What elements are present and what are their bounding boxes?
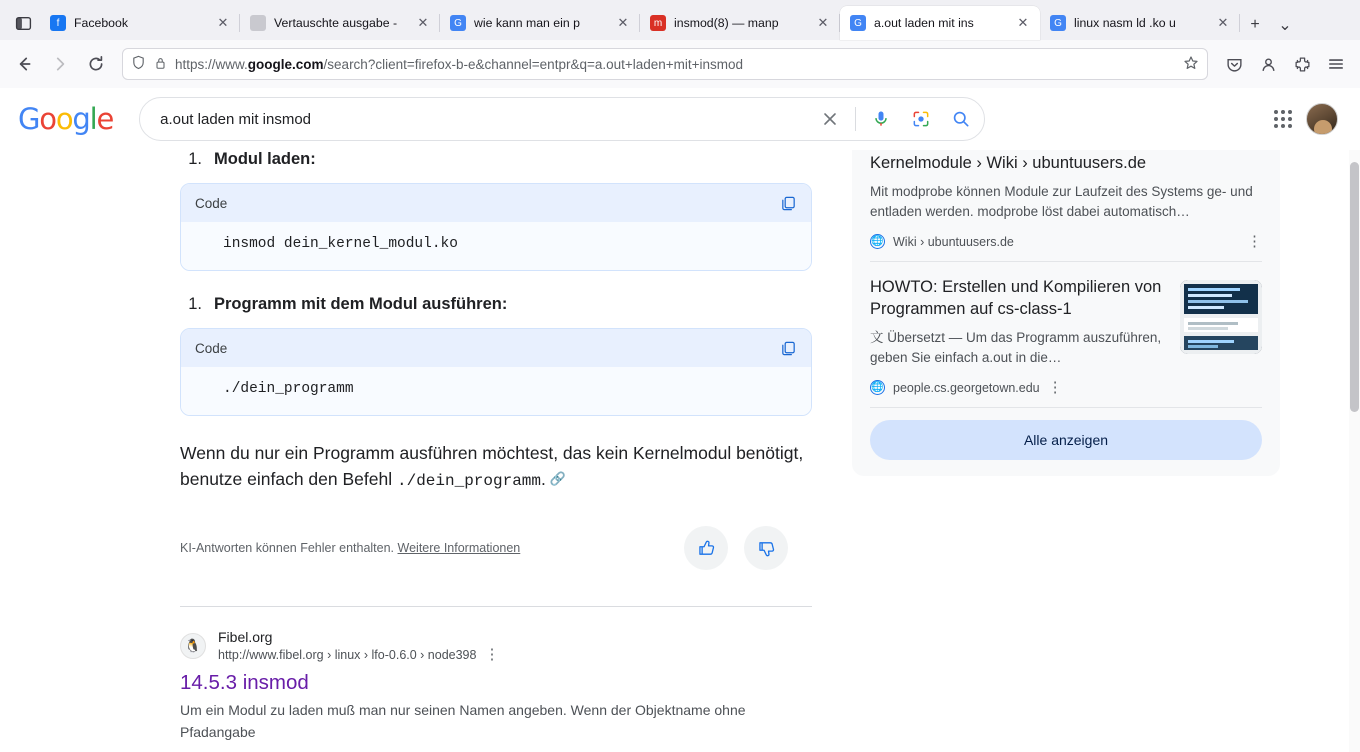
navigation-toolbar xyxy=(0,40,1360,88)
ai-disclaimer: KI-Antworten können Fehler enthalten. Weitere Informationen xyxy=(180,541,521,555)
google-icon: G xyxy=(450,15,466,31)
clear-search-icon[interactable] xyxy=(815,104,845,134)
forward-icon[interactable] xyxy=(44,48,76,80)
paragraph-text-part2: . xyxy=(541,469,546,489)
close-icon[interactable]: ✕ xyxy=(1217,15,1229,30)
copy-icon[interactable] xyxy=(779,194,797,212)
code-label: Code xyxy=(195,195,228,211)
translate-icon: 文 xyxy=(870,330,884,345)
new-tab-button[interactable]: + xyxy=(1250,16,1260,33)
page-icon xyxy=(250,15,266,31)
ai-overview-column xyxy=(180,150,812,743)
code-text: ./dein_programm xyxy=(181,367,811,415)
step-title: Modul laden: xyxy=(214,150,316,168)
copy-icon[interactable] xyxy=(779,339,797,357)
source-name: people.cs.georgetown.edu xyxy=(893,380,1040,395)
firefox-view-button[interactable] xyxy=(6,6,40,40)
browser-tab[interactable] xyxy=(240,6,440,40)
content-columns xyxy=(0,150,1360,743)
google-lens-icon[interactable] xyxy=(906,104,936,134)
tab-label: a.out laden mit ins xyxy=(874,16,974,30)
google-icon: G xyxy=(850,15,866,31)
result-url: http://www.fibel.org › linux › lfo-0.6.0 › node398 ⋮ xyxy=(218,646,500,663)
show-all-button[interactable]: Alle anzeigen xyxy=(870,420,1262,460)
account-icon[interactable] xyxy=(1252,48,1284,80)
search-results-page xyxy=(0,150,1360,752)
source-name: Wiki › ubuntuusers.de xyxy=(893,234,1014,249)
source-title[interactable]: HOWTO: Erstellen und Kompilieren von Programmen auf cs-class-1 xyxy=(870,278,1162,318)
lock-icon[interactable] xyxy=(154,56,167,73)
page-scrollbar[interactable] xyxy=(1349,150,1360,752)
save-to-pocket-icon[interactable] xyxy=(1218,48,1250,80)
avatar[interactable] xyxy=(1306,103,1338,135)
source-options-icon[interactable]: ⋮ xyxy=(1047,378,1063,396)
close-icon[interactable]: ✕ xyxy=(217,15,229,30)
browser-tab[interactable] xyxy=(440,6,640,40)
sources-panel xyxy=(852,150,1280,476)
reload-icon[interactable] xyxy=(80,48,112,80)
close-icon[interactable]: ✕ xyxy=(417,15,429,30)
source-options-icon[interactable]: ⋮ xyxy=(1247,232,1262,250)
close-icon[interactable]: ✕ xyxy=(817,15,829,30)
result-header xyxy=(180,629,812,663)
tab-label: insmod(8) — manp xyxy=(674,16,779,30)
site-favicon: 🐧 xyxy=(180,633,206,659)
search-input[interactable]: a.out laden mit insmod xyxy=(160,110,312,128)
google-search-header xyxy=(0,88,1360,150)
manpage-icon: m xyxy=(650,15,666,31)
browser-tab[interactable] xyxy=(1040,6,1240,40)
source-attribution xyxy=(870,380,1262,395)
shield-icon[interactable] xyxy=(131,55,146,73)
source-title[interactable]: Kernelmodule › Wiki › ubuntuusers.de xyxy=(870,154,1147,172)
code-block xyxy=(180,328,812,416)
list-all-tabs-icon[interactable]: ⌄ xyxy=(1278,17,1292,34)
thumb-up-icon[interactable] xyxy=(684,526,728,570)
inline-code: ./dein_programm xyxy=(396,472,542,490)
answer-step xyxy=(180,150,812,169)
tab-strip xyxy=(0,0,1360,40)
source-attribution xyxy=(870,234,1262,249)
close-icon[interactable]: ✕ xyxy=(617,15,629,30)
divider xyxy=(855,107,856,131)
close-icon[interactable]: ✕ xyxy=(1017,15,1029,30)
extensions-icon[interactable] xyxy=(1286,48,1318,80)
google-icon: G xyxy=(1050,15,1066,31)
ai-disclaimer-row xyxy=(180,526,812,570)
search-box[interactable] xyxy=(139,97,985,141)
feedback-buttons xyxy=(684,526,812,570)
tab-label: linux nasm ld .ko u xyxy=(1074,16,1176,30)
scrollbar-thumb[interactable] xyxy=(1350,162,1359,412)
step-number: 1. xyxy=(188,295,202,313)
back-icon[interactable] xyxy=(8,48,40,80)
divider xyxy=(870,407,1262,408)
browser-tab[interactable] xyxy=(640,6,840,40)
source-card[interactable] xyxy=(870,262,1262,407)
browser-chrome xyxy=(0,0,1360,88)
source-description: 文 Übersetzt — Um das Programm auszuführen, geben Sie einfach a.out in die… xyxy=(870,330,1162,365)
globe-icon: 🌐 xyxy=(871,236,884,247)
source-link-icon[interactable]: 🔗 xyxy=(549,471,567,486)
code-block-header xyxy=(181,184,811,222)
source-card[interactable] xyxy=(870,150,1262,261)
result-options-icon[interactable]: ⋮ xyxy=(484,646,500,663)
result-site-name: Fibel.org xyxy=(218,629,273,645)
search-icon[interactable] xyxy=(946,104,976,134)
facebook-icon: f xyxy=(50,15,66,31)
code-label: Code xyxy=(195,340,228,356)
thumb-down-icon[interactable] xyxy=(744,526,788,570)
tab-label: Facebook xyxy=(74,16,129,30)
address-bar[interactable] xyxy=(122,48,1208,80)
menu-icon[interactable] xyxy=(1320,48,1352,80)
code-text: insmod dein_kernel_modul.ko xyxy=(181,222,811,270)
code-block xyxy=(180,183,812,271)
google-logo[interactable]: Google xyxy=(18,102,114,136)
tab-label: wie kann man ein p xyxy=(474,16,580,30)
result-title[interactable]: 14.5.3 insmod xyxy=(180,671,309,694)
paragraph-text-part1: Wenn du nur ein Programm ausführen möchtest, das kein Kernelmodul benötigt, benutze einfach den Befehl xyxy=(180,443,804,489)
answer-step xyxy=(180,295,812,314)
sources-panel-column xyxy=(852,150,1280,743)
result-snippet: Um ein Modul zu laden muß man nur seinen Namen angeben. Wenn der Objektname ohne Pfadangabe xyxy=(180,702,746,740)
voice-search-icon[interactable] xyxy=(866,104,896,134)
header-actions xyxy=(1274,103,1342,135)
answer-paragraph xyxy=(180,440,812,494)
search-result xyxy=(180,607,812,743)
toolbar-actions xyxy=(1218,48,1352,80)
bookmark-star-icon[interactable] xyxy=(1183,55,1199,74)
browser-tab-active[interactable] xyxy=(840,6,1040,40)
step-title: Programm mit dem Modul ausführen: xyxy=(214,295,508,313)
url-text: https://www.google.com/search?client=firefox-b-e&channel=entpr&q=a.out+laden+mit+insmod xyxy=(175,56,744,72)
step-number: 1. xyxy=(188,150,202,168)
more-info-link[interactable]: Weitere Informationen xyxy=(397,541,521,555)
source-thumbnail xyxy=(1180,280,1262,354)
source-description: Mit modprobe können Module zur Laufzeit des Systems ge- und entladen werden. modprobe löst dabei automatisch… xyxy=(870,184,1253,219)
code-block-header xyxy=(181,329,811,367)
globe-icon: 🌐 xyxy=(871,382,884,393)
google-apps-icon[interactable] xyxy=(1274,110,1292,128)
browser-tab[interactable] xyxy=(40,6,240,40)
tab-label: Vertauschte ausgabe - xyxy=(274,16,398,30)
